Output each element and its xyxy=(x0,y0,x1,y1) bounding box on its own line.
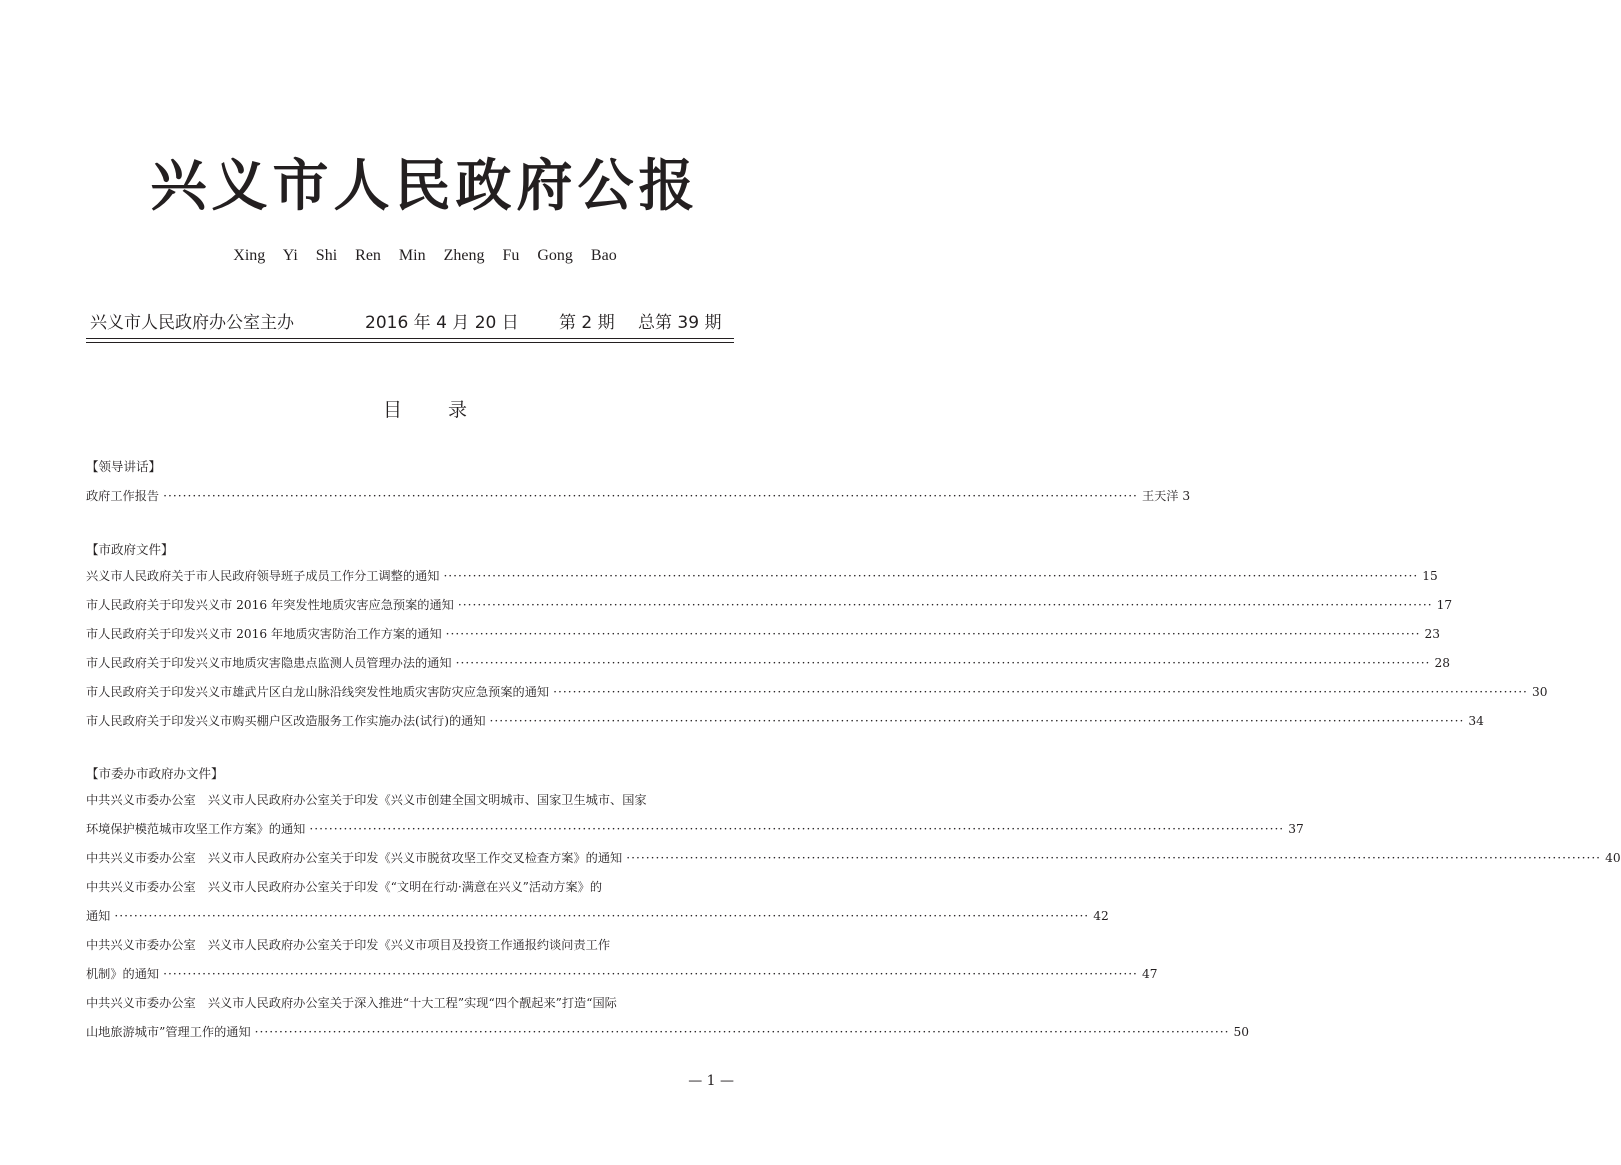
issue-number: 第 2 期 xyxy=(559,313,615,333)
toc-entry[interactable] xyxy=(86,848,1621,868)
toc-entry-title: 环境保护模范城市攻坚工作方案》的通知 xyxy=(86,822,306,836)
toc-entry-page: 47 xyxy=(1141,967,1158,981)
section-label-municipal-documents: 【市政府文件】 xyxy=(86,542,174,557)
dot-leader: ········································································································································································································ xyxy=(443,569,1419,583)
toc-entry-title: 市人民政府关于印发兴义市 2016 年突发性地质灾害应急预案的通知 xyxy=(86,598,454,612)
toc-entry-title: 政府工作报告 xyxy=(86,489,160,503)
toc-entry-title: 市人民政府关于印发兴义市雄武片区白龙山脉沿线突发性地质灾害防灾应急预案的通知 xyxy=(86,685,550,699)
dot-leader: ········································································································································································································ xyxy=(445,627,1421,641)
issue-date: 2016 年 4 月 20 日 xyxy=(365,313,519,333)
dot-leader: ········································································································································································································ xyxy=(457,598,1433,612)
toc-entry-page: 37 xyxy=(1288,822,1304,836)
toc-heading-left: 目 xyxy=(382,399,402,421)
masthead-rule-bottom xyxy=(86,342,734,343)
toc-entry[interactable] xyxy=(86,906,1109,926)
toc-entry-page: 15 xyxy=(1422,569,1438,583)
toc-entry-title: 机制》的通知 xyxy=(86,967,160,981)
dot-leader: ········································································································································································································ xyxy=(455,656,1431,670)
toc-entry-page: 30 xyxy=(1531,685,1548,699)
section-label-leader-speech: 【领导讲话】 xyxy=(86,459,162,474)
toc-entry-page: 40 xyxy=(1605,851,1621,865)
toc-heading-right: 录 xyxy=(448,399,468,421)
dot-leader: ········································································································································································································ xyxy=(254,1025,1230,1039)
sponsor: 兴义市人民政府办公室主办 xyxy=(90,313,294,333)
dot-leader: ········································································································································································································ xyxy=(114,909,1090,923)
toc-entry-page: 17 xyxy=(1436,598,1453,612)
section-label-party-government-office-documents: 【市委办市政府办文件】 xyxy=(86,766,224,781)
toc-entry[interactable] xyxy=(86,566,1438,586)
publication-pinyin: Xing Yi Shi Ren Min Zheng Fu Gong Bao xyxy=(233,247,617,264)
toc-entry-title: 通知 xyxy=(86,909,111,923)
total-issue-number: 总第 39 期 xyxy=(638,313,722,333)
toc-entry-first-line[interactable]: 中共兴义市委办公室 兴义市人民政府办公室关于印发《兴义市项目及投资工作通报约谈问责工作 xyxy=(86,938,611,952)
toc-entry-title: 山地旅游城市”管理工作的通知 xyxy=(86,1025,251,1039)
toc-heading xyxy=(0,397,850,423)
toc-entry[interactable] xyxy=(86,595,1453,615)
publication-title: 兴义市人民政府公报 xyxy=(150,153,700,219)
masthead-rule-top xyxy=(86,338,734,339)
toc-entry[interactable] xyxy=(86,964,1158,984)
toc-entry-title: 中共兴义市委办公室 兴义市人民政府办公室关于印发《兴义市脱贫攻坚工作交叉检查方案》的通知 xyxy=(86,851,623,865)
dot-leader: ········································································································································································································ xyxy=(163,967,1138,981)
toc-entry-page: 王天洋 3 xyxy=(1141,489,1191,503)
toc-entry-first-line[interactable]: 中共兴义市委办公室 兴义市人民政府办公室关于印发《“文明在行动·满意在兴义”活动方案》的 xyxy=(86,880,603,894)
toc-entry-first-line[interactable]: 中共兴义市委办公室 兴义市人民政府办公室关于印发《兴义市创建全国文明城市、国家卫生城市、国家 xyxy=(86,793,647,807)
toc-entry[interactable] xyxy=(86,653,1450,673)
toc-entry[interactable] xyxy=(86,682,1548,702)
toc-entry-title: 市人民政府关于印发兴义市 2016 年地质灾害防治工作方案的通知 xyxy=(86,627,442,641)
dot-leader: ········································································································································································································ xyxy=(309,822,1285,836)
toc-entry[interactable] xyxy=(86,819,1304,839)
dot-leader: ········································································································································································································ xyxy=(163,489,1138,503)
toc-entry[interactable] xyxy=(86,624,1440,644)
toc-entry-first-line[interactable]: 中共兴义市委办公室 兴义市人民政府办公室关于深入推进“十大工程”实现“四个靓起来”打造“国际 xyxy=(86,996,617,1010)
toc-entry-title: 市人民政府关于印发兴义市地质灾害隐患点监测人员管理办法的通知 xyxy=(86,656,452,670)
toc-entry[interactable] xyxy=(86,711,1484,731)
toc-entry-page: 42 xyxy=(1093,909,1109,923)
toc-entry[interactable] xyxy=(86,1022,1249,1042)
toc-entry[interactable] xyxy=(86,486,1191,506)
dot-leader: ········································································································································································································ xyxy=(489,714,1465,728)
toc-entry-page: 34 xyxy=(1468,714,1484,728)
toc-entry-title: 兴义市人民政府关于市人民政府领导班子成员工作分工调整的通知 xyxy=(86,569,440,583)
page-folio: — 1 — xyxy=(688,1073,734,1089)
dot-leader: ········································································································································································································ xyxy=(553,685,1528,699)
toc-entry-title: 市人民政府关于印发兴义市购买棚户区改造服务工作实施办法(试行)的通知 xyxy=(86,714,486,728)
dot-leader: ········································································································································································································ xyxy=(626,851,1602,865)
toc-entry-page: 50 xyxy=(1233,1025,1249,1039)
toc-entry-page: 28 xyxy=(1434,656,1450,670)
toc-entry-page: 23 xyxy=(1424,627,1440,641)
